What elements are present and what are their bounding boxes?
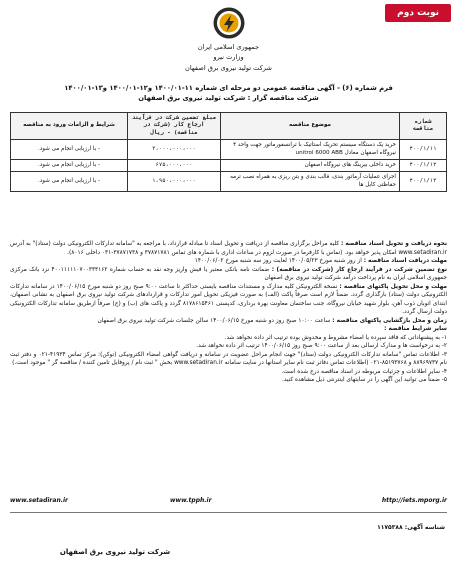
footer-company: شرکت تولید نیروی برق اصفهان	[59, 548, 171, 556]
tender-details	[10, 240, 447, 385]
section-text: ضمانت نامه بانکی معتبر یا فیش واریز وجه نقد به حساب شماره ۴۰۰۱۱۱۱۱۰۷۰۰۳۳۳۱۶۲ نزد بانک مرکزی جمهوری اسلامی ایران به نام پرداخت درآمد شرکت تولید نیروی برق اصفهان	[10, 266, 447, 281]
list-item: ۵- ضمناً می توانید این آگهی را در سایتهای اینترنتی ذیل مشاهده کنید.	[282, 377, 447, 383]
section-text: نسخه الکترونیکی کلیه مدارک و مستندات مناقصه بایستی حداکثر تا ساعت ۹:۰۰ صبح روز دو شنبه مورخ ۱۴۰۰/۰۶/۱۵ در سامانه تدارکات الکترونیکی دولت (ستاد) بارگذاری گردد. ضمناً لازم است صرفاً پاکت (الف) به صورت فیزیکی تحویل امور تدارکات و قراردادهای شرکت تولید نیروی برق اصفهان به نشانی اصفهان، ابتدای اتوبان ذوب آهن، بلوار شهید خیابان نیروگاه، جنب ساختمان معاونت بهره برداری، کدپستی ۸۱۷۸۶۱۵۴۶۱ گردد و پاکت های (ب) و (ج) صرفاً ازطریق سامانه تدارکات الکترونیکی دولت ارسال گردد.	[10, 283, 447, 315]
company-name: شرکت تولید نیروی برق اصفهان	[185, 64, 272, 72]
section-other-conditions	[10, 325, 447, 334]
col-header-guarantee: مبلغ تضمین شرکت در فرآیند ارجاع کار (شرکت در مناقصه) - ریال	[128, 113, 221, 140]
section-label: مهلت دریافت اسناد مناقصه :	[363, 258, 447, 264]
organizer-line: شرکت مناقصه گزار : شرکت تولید نیروی برق اصفهان	[138, 93, 319, 102]
col-header-subject: موضوع مناقصه	[221, 113, 400, 140]
country-name: جمهوری اسلامی ایران	[197, 43, 260, 51]
list-item: ۲- به درخواست ها و مدارک ارسالی بعد از ساعت ۹:۰۰ صبح روز ۱۴۰۰/۰۶/۱۵ ترتیب اثر داده نخواهد شد.	[196, 343, 447, 349]
tender-number: ۴۰۰/۱/۱۲	[400, 160, 447, 172]
section-envelope-delivery	[10, 283, 447, 317]
link-tpph[interactable]: www.tpph.ir	[170, 497, 212, 504]
round-badge: نوبت دوم	[385, 4, 451, 22]
tenders-table	[10, 112, 447, 192]
entry-condition: - با ارزیابی انجام می شود.	[11, 140, 128, 160]
section-text: از روز شنبه مورخ ۱۴۰۰/۰۵/۲۳ لغایت روز سه شنبه مورخ ۱۴۰۰/۰۶/۰۲	[194, 258, 364, 264]
section-label: سایر شرایط مناقصه :	[384, 326, 447, 332]
link-setadiran[interactable]: www.setadiran.ir	[10, 497, 69, 504]
link-iets[interactable]: http://iets.mporg.ir	[381, 497, 447, 504]
guarantee-amount: ۱،۹۵۰،۰۰۰،۰۰۰	[128, 172, 221, 192]
entry-condition: - با ارزیابی انجام می شود.	[11, 160, 128, 172]
table-row	[11, 160, 447, 172]
tender-subject: خرید یک دستگاه سیستم تحریک استاتیک با ترانسفورماتور جهت واحد ۴ نیروگاه اصفهان معادل unitrol 6000 ABB	[221, 140, 400, 160]
table-row	[11, 172, 447, 192]
section-label: مهلت و محل تحویل پاکتهای مناقصه :	[339, 283, 447, 290]
table-header-row	[11, 113, 447, 140]
tender-number: ۴۰۰/۱/۱۱	[400, 140, 447, 160]
tender-title: فرم شماره (۶) - آگهی مناقصه عمومی دو مرحله ای شماره ۱۱-۱۴۰۰/۰۱ و۱۲-۱۴۰۰/۰۱ و۱۳-۱۴۰۰/۰۱	[64, 84, 393, 92]
section-document-receipt	[10, 240, 447, 257]
entry-condition: - با ارزیابی انجام می شود.	[11, 172, 128, 192]
col-header-conditions: شرایط و الزامات ورود به مناقصه	[11, 113, 128, 140]
tender-subject: اجرای عملیات آرماتور بندی، قالب بندی و بتن ریزی به همراه نصب ترمه حفاظتی کابل ها	[221, 172, 400, 192]
col-header-number: شماره مناقصه	[400, 113, 447, 140]
section-label: زمان و محل بازگشایی پاکتهای مناقصه :	[332, 317, 447, 324]
ad-id: شناسه آگهی: ۱۱۷۵۳۸۸	[377, 524, 445, 531]
section-label: نحوه دریافت و تحویل اسناد مناقصه :	[340, 241, 447, 247]
table-row	[11, 140, 447, 160]
list-item: ۳- اطلاعات تماس "سامانه تدارکات الکترونیکی دولت (ستاد)" جهت انجام مراحل عضویت در سامانه و دریافت گواهی امضاء الکترونیکی (توکن): مرکز تماس ۴۱۹۳۴-۰۲۱ و دفتر ثبت نام ۸۸۹۶۹۷۳۷ و ۸۵۱۹۳۷۶۸-۰۲۱ (اطلاعات تماس دفاتر ثبت نام سایر استانها در سایت سامانه www.setadiran.ir بخش " ثبت نام / پروفایل تامین کننده / مناقصه گر " موجود است.)	[10, 351, 447, 366]
list-item: ۴- سایر اطلاعات و جزئیات مربوطه در اسناد مناقصه درج شده است.	[281, 368, 447, 375]
tender-subject: خرید داخلی بیرینگ های نیروگاه اصفهان	[221, 160, 400, 172]
section-envelope-opening	[10, 317, 447, 326]
ministry-name: وزارت نیرو	[213, 53, 244, 61]
guarantee-amount: ۳،۰۰۰،۰۰۰،۰۰۰	[128, 140, 221, 160]
list-item: ۱- به پیشنهاداتی که فاقد سپرده یا امضاء مشروط و مخدوش بوده ترتیب اثر داده نخواهد شد.	[224, 334, 447, 341]
section-document-deadline	[10, 257, 447, 266]
guarantee-amount: ۶۷۵،۰۰۰،۰۰۰	[128, 160, 221, 172]
section-label: نوع تضمین شرکت در فرآیند ارجاع کار (شرکت در مناقصه) :	[271, 266, 448, 273]
tender-title-block	[8, 84, 449, 103]
company-logo-icon	[212, 6, 246, 40]
section-text: کلیه مراحل برگزاری مناقصه از دریافت و تحویل اسناد تا مبادله قرارداد، با مراجعه به "سامانه تدارکات الکترونیکی دولت (ستاد)" به آدرس www.setadiran.ir امکان پذیر خواهد بود. (تماس با کارفرما در صورت لزوم در ساعات اداری با شماره های تماس ۳۷۸۷۱۷۸۱ و ۳۷۸۷۱۷۳۸-۰۳۱ داخلی ۸۰۱۶).	[10, 241, 447, 256]
section-text: ساعت ۱۰:۰۰ صبح روز دو شنبه مورخ ۱۴۰۰/۰۶/۱۵ سالن جلسات شرکت تولید نیروی برق اصفهان	[97, 317, 333, 324]
divider	[10, 512, 447, 513]
section-guarantee-type	[10, 266, 447, 283]
tender-number: ۴۰۰/۱/۱۳	[400, 172, 447, 192]
